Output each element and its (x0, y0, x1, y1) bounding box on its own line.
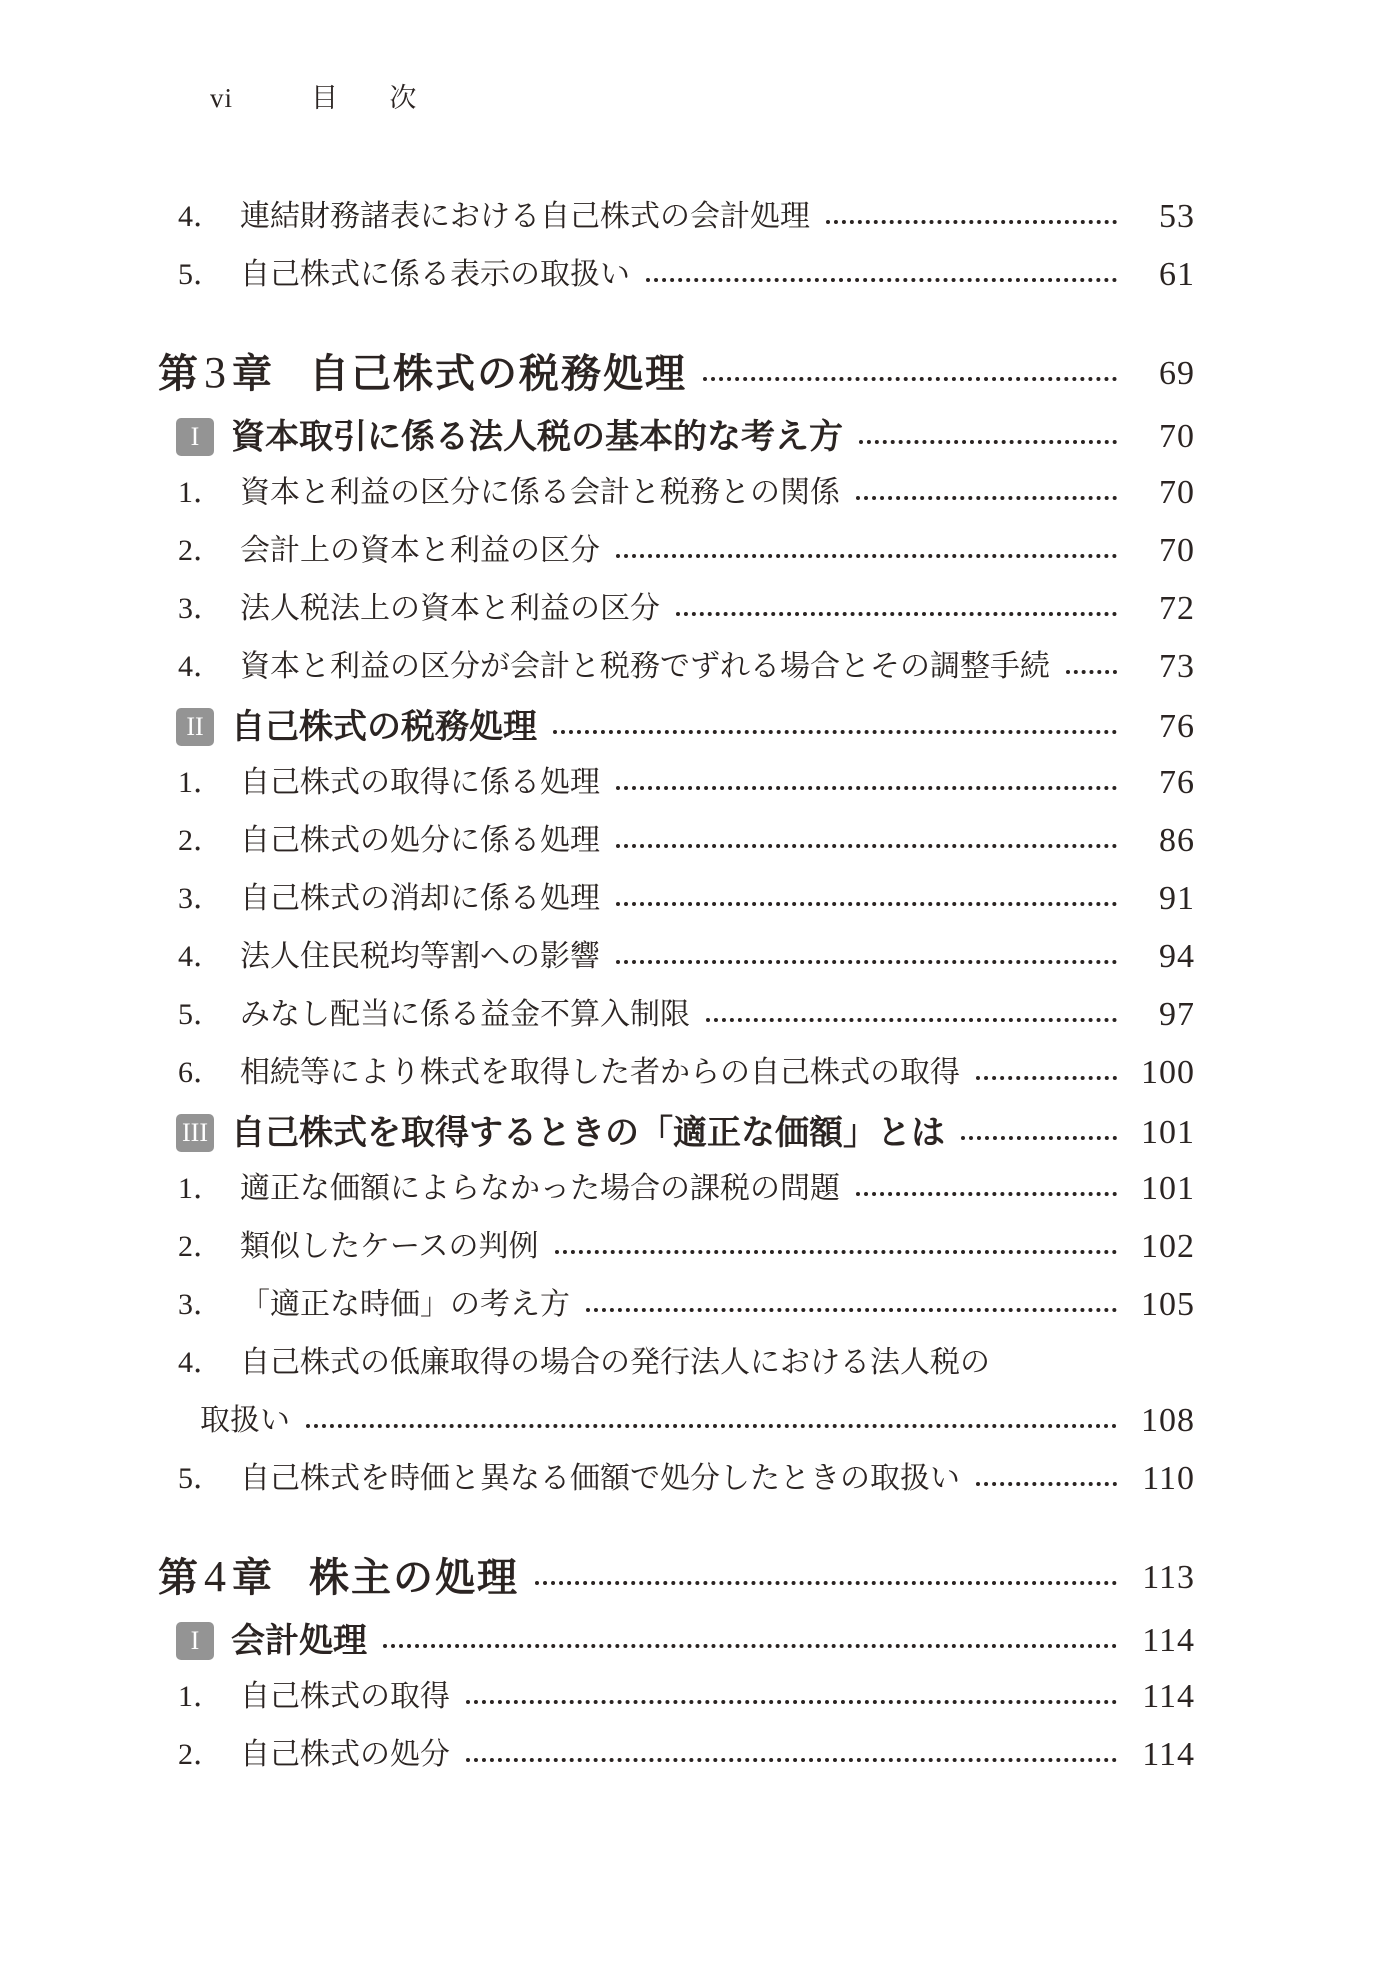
dot-leader (859, 440, 1117, 444)
entry-number: 1． (178, 476, 223, 509)
entry-page-number: 61 (1159, 256, 1195, 293)
entry-title: 自己株式を時価と異なる価額で処分したときの取扱い (240, 1462, 960, 1495)
dot-leader (383, 1644, 1117, 1648)
entry-page-number: 72 (1159, 590, 1195, 627)
entry-title: 自己株式の消却に係る処理 (240, 882, 600, 915)
toc-entry (150, 820, 1195, 861)
dot-leader (976, 1482, 1117, 1486)
chapter-label-suffix: 章 (232, 1556, 273, 1600)
section-title: 会計処理 (231, 1622, 367, 1660)
entry-page-number: 70 (1159, 418, 1195, 455)
entry-page-number: 101 (1141, 1114, 1195, 1151)
entry-title: 自己株式の低廉取得の場合の発行法人における法人税の (240, 1346, 990, 1379)
entry-title: 自己株式の取得に係る処理 (240, 766, 600, 799)
entry-page-number: 91 (1159, 880, 1195, 917)
entry-page-number: 108 (1141, 1402, 1195, 1439)
chapter-heading (150, 1549, 1195, 1606)
dot-leader (535, 1581, 1117, 1585)
toc-entry (150, 762, 1195, 803)
dot-leader (466, 1700, 1117, 1704)
entry-page-number: 113 (1142, 1558, 1195, 1596)
page-title: 目 次 (311, 83, 429, 113)
entry-page-number: 110 (1142, 1460, 1195, 1497)
entry-page-number: 53 (1159, 198, 1195, 235)
chapter-heading (150, 345, 1195, 402)
entry-page-number: 114 (1142, 1678, 1195, 1715)
entry-page-number: 70 (1159, 474, 1195, 511)
toc-entry (150, 878, 1195, 919)
chapter-label-suffix: 章 (232, 352, 273, 396)
entry-page-number: 114 (1142, 1622, 1195, 1659)
dot-leader (616, 960, 1117, 964)
dot-leader (706, 1018, 1117, 1022)
chapter-label (158, 345, 273, 402)
entry-page-number: 114 (1142, 1736, 1195, 1773)
dot-leader (646, 278, 1117, 282)
entry-title: 法人住民税均等割への影響 (240, 940, 600, 973)
dot-leader (586, 1308, 1117, 1312)
chapter-label-prefix: 第 (158, 352, 199, 396)
toc-entry (150, 1052, 1195, 1093)
section-title: 資本取引に係る法人税の基本的な考え方 (231, 418, 843, 456)
dot-leader (616, 844, 1117, 848)
entry-title: 資本と利益の区分に係る会計と税務との関係 (240, 476, 840, 509)
section-heading (150, 704, 1195, 750)
entry-page-number: 100 (1141, 1054, 1195, 1091)
entry-title: 資本と利益の区分が会計と税務でずれる場合とその調整手続 (240, 650, 1050, 683)
entry-number: 1． (178, 1680, 223, 1713)
entry-page-number: 69 (1159, 354, 1195, 392)
page-header (150, 78, 1195, 118)
section-heading (150, 414, 1195, 460)
toc-entry (150, 1676, 1195, 1717)
dot-leader (616, 786, 1117, 790)
entry-page-number: 70 (1159, 532, 1195, 569)
entry-number: 3． (178, 882, 223, 915)
entry-number: 6． (178, 1056, 223, 1089)
chapter-label-prefix: 第 (158, 1556, 199, 1600)
section-marker: I (176, 1622, 214, 1660)
entry-number: 4． (178, 650, 223, 683)
entry-page-number: 97 (1159, 996, 1195, 1033)
entry-number: 2． (178, 1738, 223, 1771)
section-marker: II (176, 708, 214, 746)
entry-number: 4． (178, 940, 223, 973)
section-marker: I (176, 418, 214, 456)
dot-leader (856, 496, 1117, 500)
chapter-number: 4 (204, 1552, 227, 1601)
entry-page-number: 86 (1159, 822, 1195, 859)
chapter-title: 株主の処理 (309, 1555, 519, 1600)
dot-leader (616, 902, 1117, 906)
entry-title: みなし配当に係る益金不算入制限 (240, 998, 690, 1031)
chapter-number: 3 (204, 348, 227, 397)
dot-leader (826, 220, 1117, 224)
entry-title: 取扱い (200, 1404, 290, 1437)
dot-leader (555, 1250, 1118, 1254)
entry-page-number: 101 (1141, 1170, 1195, 1207)
entry-title: 類似したケースの判例 (240, 1230, 539, 1263)
entry-title: 会計上の資本と利益の区分 (240, 534, 600, 567)
entry-title: 自己株式の処分に係る処理 (240, 824, 600, 857)
entry-number: 2． (178, 1230, 223, 1263)
chapter-title: 自己株式の税務処理 (309, 351, 687, 396)
dot-leader (961, 1136, 1117, 1140)
entry-number: 1． (178, 766, 223, 799)
toc-entry (150, 1342, 1195, 1383)
dot-leader (306, 1424, 1117, 1428)
section-title: 自己株式の税務処理 (231, 708, 537, 746)
entry-number: 5． (178, 1462, 223, 1495)
entry-title: 自己株式の取得 (240, 1680, 450, 1713)
entry-number: 3． (178, 1288, 223, 1321)
entry-number: 1． (178, 1172, 223, 1205)
toc-list (150, 196, 1195, 1775)
entry-title: 相続等により株式を取得した者からの自己株式の取得 (240, 1056, 960, 1089)
entry-number: 5． (178, 998, 223, 1031)
toc-entry (150, 530, 1195, 571)
entry-title: 「適正な時価」の考え方 (240, 1288, 570, 1321)
dot-leader (856, 1192, 1117, 1196)
chapter-label (158, 1549, 273, 1606)
entry-page-number: 94 (1159, 938, 1195, 975)
dot-leader (1066, 670, 1117, 674)
entry-number: 4． (178, 200, 223, 233)
section-marker: III (176, 1114, 214, 1152)
toc-entry-continuation (150, 1400, 1195, 1441)
entry-page-number: 105 (1141, 1286, 1195, 1323)
entry-title: 適正な価額によらなかった場合の課税の問題 (240, 1172, 840, 1205)
entry-page-number: 76 (1159, 764, 1195, 801)
toc-entry (150, 1734, 1195, 1775)
toc-entry (150, 1284, 1195, 1325)
entry-page-number: 76 (1159, 708, 1195, 745)
toc-entry (150, 472, 1195, 513)
entry-page-number: 102 (1141, 1228, 1195, 1265)
folio-page-number: vi (210, 83, 234, 113)
dot-leader (676, 612, 1117, 616)
toc-entry (150, 1226, 1195, 1267)
entry-number: 2． (178, 534, 223, 567)
section-heading (150, 1618, 1195, 1664)
toc-entry (150, 1168, 1195, 1209)
toc-entry (150, 646, 1195, 687)
entry-number: 5． (178, 258, 223, 291)
section-heading (150, 1110, 1195, 1156)
toc-entry (150, 1458, 1195, 1499)
dot-leader (466, 1758, 1117, 1762)
dot-leader (703, 377, 1117, 381)
entry-number: 2． (178, 824, 223, 857)
dot-leader (616, 554, 1117, 558)
entry-title: 法人税法上の資本と利益の区分 (240, 592, 660, 625)
entry-title: 連結財務諸表における自己株式の会計処理 (240, 200, 810, 233)
toc-entry (150, 588, 1195, 629)
dot-leader (976, 1076, 1117, 1080)
entry-number: 3． (178, 592, 223, 625)
toc-entry (150, 994, 1195, 1035)
section-title: 自己株式を取得するときの「適正な価額」とは (231, 1114, 945, 1152)
entry-title: 自己株式に係る表示の取扱い (240, 258, 630, 291)
toc-entry (150, 254, 1195, 295)
entry-title: 自己株式の処分 (240, 1738, 450, 1771)
entry-number: 4． (178, 1346, 223, 1379)
dot-leader (553, 730, 1117, 734)
toc-entry (150, 196, 1195, 237)
entry-page-number: 73 (1159, 648, 1195, 685)
toc-entry (150, 936, 1195, 977)
